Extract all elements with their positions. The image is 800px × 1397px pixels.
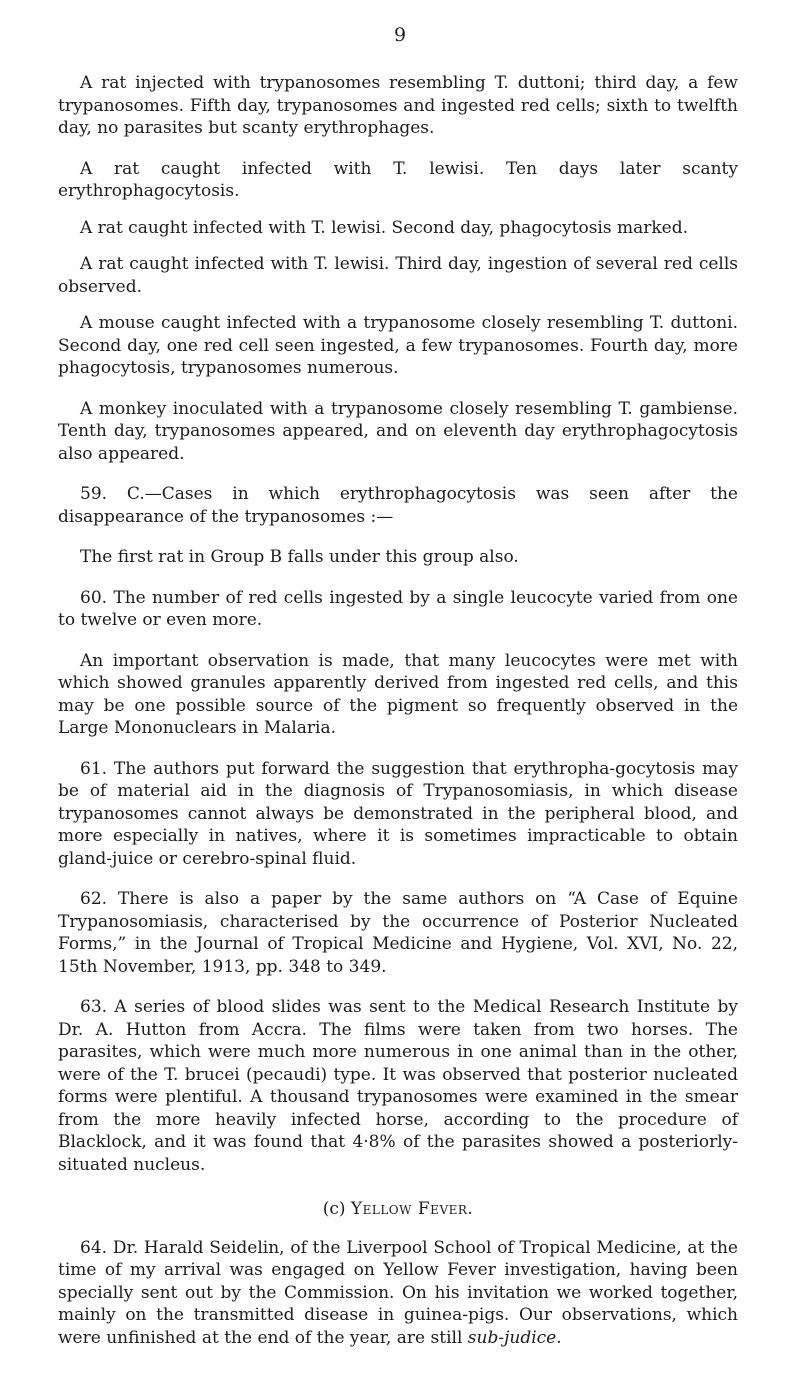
paragraph-63: 63. A series of blood slides was sent to the Medical Research Institute by Dr. A. Hutton from Accra. The films were taken from two horses. The parasites, which were much more numerous in one animal than in the other, were of the T. brucei (pecaudi) type. It was observed that posterior nucleated forms were plentiful. A thousand trypanosomes were examined in the smear from the more heavily infected horse, according to the procedure of Blacklock, and it was found that 4·8% of the parasites showed a posteriorly-situated nucleus.	[58, 997, 738, 1175]
paragraph-rat-lewisi-1: A rat caught infected with T. lewisi. Ten days later scanty erythrophagocytosis.	[58, 158, 738, 201]
paragraph-rat-lewisi-3: A rat caught infected with T. lewisi. Third day, ingestion of several red cells observed.	[58, 254, 738, 297]
page-number: 9	[393, 24, 407, 46]
paragraph-62: 62. There is also a paper by the same authors on “A Case of Equine Trypanosomiasis, characterised by the occurrence of Posterior Nucleated Forms,” in the Journal of Tropical Medicine and Hygiene, Vol. XVI, No. 22, 15th November, 1913, pp. 348 to 349.	[58, 889, 738, 977]
paragraph-59: 59. C.—Cases in which erythrophagocytosis was seen after the disappearance of the trypanosomes :—	[58, 484, 738, 527]
paragraph-first-rat: The first rat in Group B falls under this group also.	[80, 547, 519, 567]
paragraph-64-text: 64. Dr. Harald Seidelin, of the Liverpool School of Tropical Medicine, at the time of my arrival was engaged on Yellow Fever investigation, having been specially sent out by the Commission. On his invitation we worked together, mainly on the transmitted disease in guinea-pigs. Our observations, which were unfinished at the end of the year, are still	[58, 1237, 738, 1348]
section-heading-prefix: (c)	[322, 1199, 351, 1219]
section-heading-title: Yellow Fever.	[350, 1199, 474, 1219]
paragraph-observation: An important observation is made, that many leucocytes were met with which showed granules apparently derived from ingested red cells, and this may be one possible source of the pigment so frequently observed in the Large Mononuclears in Malaria.	[58, 650, 738, 738]
document-body	[58, 72, 738, 1367]
paragraph-monkey: A monkey inoculated with a trypanosome closely resembling T. gambiense. Tenth day, trypanosomes appeared, and on eleventh day erythrophagocytosis also appeared.	[58, 398, 738, 464]
paragraph-mouse: A mouse caught infected with a trypanosome closely resembling T. duttoni. Second day, one red cell seen ingested, a few trypanosomes. Fourth day, more phagocytosis, trypanosomes numerous.	[58, 313, 738, 378]
paragraph-61: 61. The authors put forward the suggestion that erythropha-gocytosis may be of material aid in the diagnosis of Trypanosomiasis, in which disease trypanosomes cannot always be demonstrated in the peripheral blood, and more especially in natives, where it is sometimes impracticable to obtain gland-juice or cerebro-spinal fluid.	[58, 758, 738, 869]
paragraph-64-italic: sub-judice.	[467, 1327, 562, 1348]
paragraph-64	[58, 1237, 738, 1350]
section-heading-yellow-fever	[58, 1198, 738, 1221]
paragraph-60: 60. The number of red cells ingested by a single leucocyte varied from one to twelve or even more.	[58, 587, 738, 630]
paragraph-rat-lewisi-2: A rat caught infected with T. lewisi. Second day, phagocytosis marked.	[80, 217, 689, 238]
paragraph-rat-duttoni: A rat injected with trypanosomes resembling T. duttoni; third day, a few trypanosomes. Fifth day, trypanosomes and ingested red cells; sixth to twelfth day, no parasites but scanty erythrophages.	[58, 73, 738, 138]
